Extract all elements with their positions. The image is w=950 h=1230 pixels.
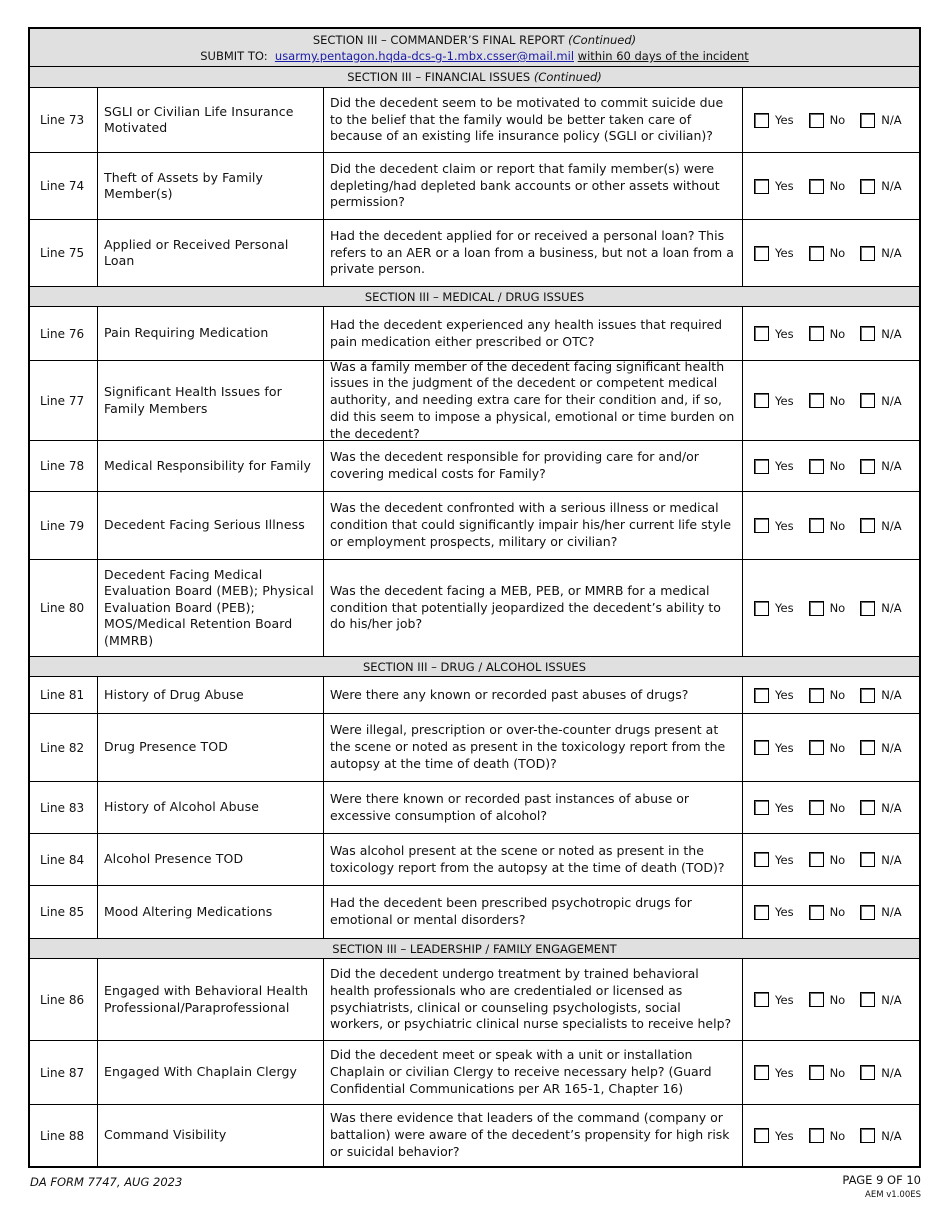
- submit-deadline: within 60 days of the incident: [577, 49, 749, 63]
- yes-checkbox[interactable]: [754, 179, 769, 194]
- line-76-row: [30, 307, 919, 361]
- line-question: Was the decedent responsible for providing care for and/or covering medical costs for Family?: [324, 441, 743, 491]
- yes-checkbox[interactable]: [754, 113, 769, 128]
- na-checkbox[interactable]: [860, 518, 875, 533]
- line-85-row: [30, 886, 919, 938]
- yes-option[interactable]: [754, 688, 794, 703]
- answer-options: [743, 714, 919, 781]
- section-header-drug-alcohol: [30, 656, 919, 677]
- no-checkbox[interactable]: [809, 601, 824, 616]
- na-checkbox[interactable]: [860, 326, 875, 341]
- yes-option[interactable]: [754, 740, 794, 755]
- submit-label: SUBMIT TO:: [200, 49, 268, 63]
- no-label: No: [829, 740, 846, 755]
- answer-options: [743, 677, 919, 713]
- line-topic: Significant Health Issues for Family Members: [98, 361, 324, 440]
- na-label: N/A: [881, 688, 902, 702]
- line-number: Line 79: [30, 492, 98, 559]
- no-option[interactable]: [809, 601, 846, 616]
- yes-option[interactable]: [754, 179, 794, 194]
- no-option[interactable]: [809, 459, 846, 474]
- answer-options: [743, 959, 919, 1040]
- no-option[interactable]: [809, 852, 846, 867]
- yes-checkbox[interactable]: [754, 688, 769, 703]
- line-topic: Drug Presence TOD: [98, 714, 324, 781]
- na-option[interactable]: [860, 852, 901, 867]
- na-option[interactable]: [860, 113, 901, 128]
- line-question: Was alcohol present at the scene or noted as present in the toxicology report from the autopsy at the time of death (TOD)?: [324, 834, 743, 885]
- line-79-row: [30, 492, 919, 560]
- na-option[interactable]: [860, 1065, 901, 1080]
- yes-label: Yes: [775, 601, 794, 615]
- na-option[interactable]: [860, 518, 901, 533]
- line-topic: History of Alcohol Abuse: [98, 782, 324, 833]
- line-topic: Theft of Assets by Family Member(s): [98, 153, 324, 219]
- yes-label: Yes: [775, 992, 794, 1007]
- na-option[interactable]: [860, 393, 901, 408]
- na-option[interactable]: [860, 905, 901, 920]
- no-checkbox[interactable]: [809, 518, 824, 533]
- yes-checkbox[interactable]: [754, 518, 769, 533]
- no-checkbox[interactable]: [809, 393, 824, 408]
- yes-option[interactable]: [754, 113, 794, 128]
- no-label: No: [829, 905, 846, 919]
- na-label: N/A: [881, 601, 902, 615]
- line-number: Line 73: [30, 88, 98, 152]
- line-88-row: [30, 1105, 919, 1166]
- no-option[interactable]: [809, 992, 846, 1007]
- submit-email-link[interactable]: usarmy.pentagon.hqda-dcs-g-1.mbx.csser@mail.mil: [274, 49, 575, 63]
- no-label: No: [829, 246, 846, 260]
- yes-checkbox[interactable]: [754, 740, 769, 755]
- line-topic: Decedent Facing Medical Evaluation Board (MEB); Physical Evaluation Board (PEB); MOS/Medical Retention Board (MMRB): [98, 560, 324, 656]
- line-number: Line 83: [30, 782, 98, 833]
- section-header-leadership: [30, 938, 919, 959]
- line-83-row: [30, 782, 919, 834]
- na-checkbox[interactable]: [860, 800, 875, 815]
- yes-checkbox[interactable]: [754, 459, 769, 474]
- no-label: No: [829, 992, 846, 1007]
- section-title: SECTION III – FINANCIAL ISSUES: [347, 70, 531, 84]
- line-question: Was there evidence that leaders of the command (company or battalion) were aware of the decedent’s propensity for high risk or suicidal behavior?: [324, 1105, 743, 1166]
- line-number: Line 77: [30, 361, 98, 440]
- no-label: No: [829, 800, 846, 815]
- line-number: Line 81: [30, 677, 98, 713]
- na-label: N/A: [881, 459, 902, 473]
- section-title: SECTION III – DRUG / ALCOHOL ISSUES: [362, 660, 586, 674]
- line-number: Line 84: [30, 834, 98, 885]
- line-80-row: [30, 560, 919, 656]
- no-label: No: [829, 113, 846, 127]
- answer-options: [743, 1105, 919, 1166]
- yes-label: Yes: [775, 459, 794, 473]
- yes-checkbox[interactable]: [754, 393, 769, 408]
- na-label: N/A: [881, 740, 902, 755]
- na-option[interactable]: [860, 459, 901, 474]
- na-label: N/A: [881, 800, 902, 815]
- yes-label: Yes: [775, 1128, 794, 1143]
- section-title: SECTION III – MEDICAL / DRUG ISSUES: [364, 290, 585, 304]
- line-question: Did the decedent undergo treatment by trained behavioral health professionals who are credentialed or licensed as psychiatrists, clinical or counseling psychologists, social workers, or psychiatric clinical nurse specialists to receive help?: [324, 959, 743, 1040]
- no-checkbox[interactable]: [809, 326, 824, 341]
- na-option[interactable]: [860, 992, 901, 1007]
- na-option[interactable]: [860, 800, 901, 815]
- na-option[interactable]: [860, 326, 901, 341]
- line-number: Line 74: [30, 153, 98, 219]
- na-option[interactable]: [860, 1128, 901, 1143]
- line-number: Line 85: [30, 886, 98, 938]
- form-version: AEM v1.00ES: [865, 1190, 921, 1200]
- line-topic: SGLI or Civilian Life Insurance Motivated: [98, 88, 324, 152]
- na-label: N/A: [881, 1065, 902, 1080]
- section-header-medical: [30, 286, 919, 307]
- section-header-financial: [30, 67, 919, 88]
- header-title-suffix: (Continued): [568, 33, 637, 47]
- line-74-row: [30, 153, 919, 220]
- yes-checkbox[interactable]: [754, 992, 769, 1007]
- no-label: No: [829, 179, 846, 193]
- line-question: Were there any known or recorded past abuses of drugs?: [324, 677, 743, 713]
- line-73-row: [30, 88, 919, 153]
- line-84-row: [30, 834, 919, 886]
- na-label: N/A: [881, 393, 902, 408]
- line-question: Had the decedent experienced any health issues that required pain medication either prescribed or OTC?: [324, 307, 743, 360]
- na-label: N/A: [881, 113, 902, 127]
- no-option[interactable]: [809, 740, 846, 755]
- answer-options: [743, 220, 919, 286]
- yes-label: Yes: [775, 246, 794, 260]
- no-option[interactable]: [809, 905, 846, 920]
- no-option[interactable]: [809, 179, 846, 194]
- no-option[interactable]: [809, 688, 846, 703]
- answer-options: [743, 886, 919, 938]
- no-label: No: [829, 601, 846, 615]
- yes-option[interactable]: [754, 459, 794, 474]
- yes-option[interactable]: [754, 518, 794, 533]
- yes-label: Yes: [775, 905, 794, 919]
- yes-checkbox[interactable]: [754, 800, 769, 815]
- no-checkbox[interactable]: [809, 179, 824, 194]
- line-81-row: [30, 677, 919, 714]
- yes-label: Yes: [775, 326, 794, 341]
- na-checkbox[interactable]: [860, 1065, 875, 1080]
- line-number: Line 86: [30, 959, 98, 1040]
- na-checkbox[interactable]: [860, 852, 875, 867]
- line-topic: Engaged with Behavioral Health Professional/Paraprofessional: [98, 959, 324, 1040]
- na-checkbox[interactable]: [860, 246, 875, 261]
- na-label: N/A: [881, 852, 902, 867]
- na-checkbox[interactable]: [860, 992, 875, 1007]
- yes-option[interactable]: [754, 1065, 794, 1080]
- na-checkbox[interactable]: [860, 179, 875, 194]
- na-option[interactable]: [860, 601, 901, 616]
- na-checkbox[interactable]: [860, 688, 875, 703]
- line-topic: Decedent Facing Serious Illness: [98, 492, 324, 559]
- answer-options: [743, 560, 919, 656]
- na-checkbox[interactable]: [860, 393, 875, 408]
- line-number: Line 76: [30, 307, 98, 360]
- no-label: No: [829, 459, 846, 473]
- no-checkbox[interactable]: [809, 1128, 824, 1143]
- na-label: N/A: [881, 1128, 902, 1143]
- yes-checkbox[interactable]: [754, 905, 769, 920]
- no-checkbox[interactable]: [809, 1065, 824, 1080]
- yes-option[interactable]: [754, 992, 794, 1007]
- no-option[interactable]: [809, 246, 846, 261]
- report-form: [28, 27, 921, 1168]
- no-checkbox[interactable]: [809, 459, 824, 474]
- no-option[interactable]: [809, 1065, 846, 1080]
- answer-options: [743, 782, 919, 833]
- na-checkbox[interactable]: [860, 740, 875, 755]
- line-topic: Medical Responsibility for Family: [98, 441, 324, 491]
- yes-label: Yes: [775, 740, 794, 755]
- line-topic: Mood Altering Medications: [98, 886, 324, 938]
- line-86-row: [30, 959, 919, 1041]
- line-topic: Alcohol Presence TOD: [98, 834, 324, 885]
- answer-options: [743, 834, 919, 885]
- yes-label: Yes: [775, 852, 794, 867]
- na-option[interactable]: [860, 179, 901, 194]
- answer-options: [743, 361, 919, 440]
- line-question: Were there known or recorded past instances of abuse or excessive consumption of alcohol?: [324, 782, 743, 833]
- no-label: No: [829, 518, 846, 533]
- page-number: PAGE 9 OF 10: [842, 1173, 921, 1187]
- no-option[interactable]: [809, 326, 846, 341]
- yes-label: Yes: [775, 518, 794, 533]
- line-number: Line 75: [30, 220, 98, 286]
- line-question: Did the decedent meet or speak with a unit or installation Chaplain or civilian Clergy to receive necessary help? (Guard Confidential Communications per AR 165-1, Chapter 16): [324, 1041, 743, 1104]
- yes-option[interactable]: [754, 393, 794, 408]
- line-87-row: [30, 1041, 919, 1105]
- na-label: N/A: [881, 326, 902, 341]
- line-77-row: [30, 358, 919, 441]
- line-question: Were illegal, prescription or over-the-counter drugs present at the scene or noted as present in the toxicology report from the autopsy at the time of death (TOD)?: [324, 714, 743, 781]
- no-option[interactable]: [809, 113, 846, 128]
- header-title: SECTION III – COMMANDER’S FINAL REPORT: [312, 33, 565, 47]
- section-title: SECTION III – LEADERSHIP / FAMILY ENGAGEMENT: [332, 942, 617, 956]
- line-topic: Pain Requiring Medication: [98, 307, 324, 360]
- no-checkbox[interactable]: [809, 992, 824, 1007]
- no-checkbox[interactable]: [809, 113, 824, 128]
- line-question: Was the decedent confronted with a serious illness or medical condition that could significantly impair his/her current life style or employment prospects, military or civilian?: [324, 492, 743, 559]
- yes-label: Yes: [775, 688, 794, 702]
- form-identifier: DA FORM 7747, AUG 2023: [30, 1175, 183, 1189]
- no-label: No: [829, 1065, 846, 1080]
- na-option[interactable]: [860, 246, 901, 261]
- line-number: Line 88: [30, 1105, 98, 1166]
- na-option[interactable]: [860, 740, 901, 755]
- no-checkbox[interactable]: [809, 800, 824, 815]
- no-label: No: [829, 1128, 846, 1143]
- line-topic: History of Drug Abuse: [98, 677, 324, 713]
- no-option[interactable]: [809, 393, 846, 408]
- no-checkbox[interactable]: [809, 905, 824, 920]
- line-question: Did the decedent claim or report that family member(s) were depleting/had depleted bank accounts or other assets without permission?: [324, 153, 743, 219]
- line-78-row: [30, 441, 919, 492]
- yes-option[interactable]: [754, 800, 794, 815]
- line-topic: Command Visibility: [98, 1105, 324, 1166]
- yes-checkbox[interactable]: [754, 601, 769, 616]
- yes-label: Yes: [775, 179, 794, 193]
- yes-label: Yes: [775, 393, 794, 408]
- line-question: Was a family member of the decedent facing significant health issues in the judgment of the decedent or competent medical authority, and needing extra care for their condition and, if so, did this seem to impose a physical, emotional or time burden on the decedent?: [324, 361, 743, 440]
- no-label: No: [829, 326, 846, 341]
- yes-label: Yes: [775, 800, 794, 815]
- na-checkbox[interactable]: [860, 113, 875, 128]
- yes-option[interactable]: [754, 852, 794, 867]
- line-number: Line 87: [30, 1041, 98, 1104]
- yes-option[interactable]: [754, 326, 794, 341]
- yes-checkbox[interactable]: [754, 852, 769, 867]
- no-label: No: [829, 688, 846, 702]
- form-header: [30, 29, 919, 67]
- line-number: Line 82: [30, 714, 98, 781]
- line-question: Had the decedent applied for or received a personal loan? This refers to an AER or a loan from a business, but not a loan from a private person.: [324, 220, 743, 286]
- line-topic: Engaged With Chaplain Clergy: [98, 1041, 324, 1104]
- no-checkbox[interactable]: [809, 246, 824, 261]
- no-checkbox[interactable]: [809, 740, 824, 755]
- yes-checkbox[interactable]: [754, 326, 769, 341]
- line-question: Had the decedent been prescribed psychotropic drugs for emotional or mental disorders?: [324, 886, 743, 938]
- no-label: No: [829, 393, 846, 408]
- line-question: Did the decedent seem to be motivated to commit suicide due to the belief that the family would be better taken care of because of an existing life insurance policy (SGLI or civilian)?: [324, 88, 743, 152]
- line-number: Line 78: [30, 441, 98, 491]
- yes-checkbox[interactable]: [754, 1065, 769, 1080]
- answer-options: [743, 153, 919, 219]
- answer-options: [743, 492, 919, 559]
- na-checkbox[interactable]: [860, 601, 875, 616]
- na-label: N/A: [881, 518, 902, 533]
- na-option[interactable]: [860, 688, 901, 703]
- line-75-row: [30, 220, 919, 286]
- yes-checkbox[interactable]: [754, 1128, 769, 1143]
- yes-label: Yes: [775, 113, 794, 127]
- answer-options: [743, 441, 919, 491]
- yes-option[interactable]: [754, 1128, 794, 1143]
- line-82-row: [30, 714, 919, 782]
- na-label: N/A: [881, 905, 902, 919]
- na-checkbox[interactable]: [860, 459, 875, 474]
- na-label: N/A: [881, 246, 902, 260]
- yes-option[interactable]: [754, 601, 794, 616]
- no-option[interactable]: [809, 518, 846, 533]
- na-checkbox[interactable]: [860, 905, 875, 920]
- line-number: Line 80: [30, 560, 98, 656]
- no-option[interactable]: [809, 1128, 846, 1143]
- answer-options: [743, 1041, 919, 1104]
- yes-checkbox[interactable]: [754, 246, 769, 261]
- line-topic: Applied or Received Personal Loan: [98, 220, 324, 286]
- no-checkbox[interactable]: [809, 852, 824, 867]
- na-label: N/A: [881, 992, 902, 1007]
- no-checkbox[interactable]: [809, 688, 824, 703]
- no-label: No: [829, 852, 846, 867]
- section-title-suffix: (Continued): [533, 70, 602, 84]
- no-option[interactable]: [809, 800, 846, 815]
- yes-option[interactable]: [754, 905, 794, 920]
- line-question: Was the decedent facing a MEB, PEB, or MMRB for a medical condition that potentially jeopardized the decedent’s ability to do his/her job?: [324, 560, 743, 656]
- na-checkbox[interactable]: [860, 1128, 875, 1143]
- na-label: N/A: [881, 179, 902, 193]
- yes-option[interactable]: [754, 246, 794, 261]
- yes-label: Yes: [775, 1065, 794, 1080]
- answer-options: [743, 307, 919, 360]
- answer-options: [743, 88, 919, 152]
